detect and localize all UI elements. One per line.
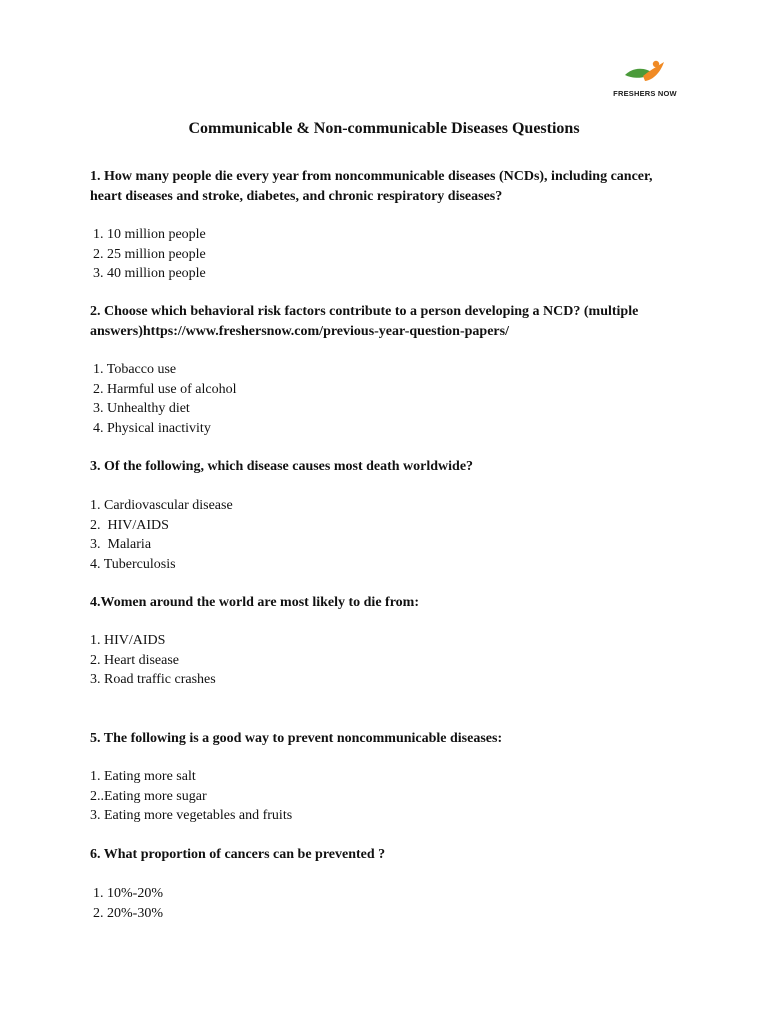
- option-item: 2. 20%-30%: [93, 905, 163, 921]
- question-6: 6. What proportion of cancers can be prevented ?: [90, 847, 386, 862]
- option-item: 3. Eating more vegetables and fruits: [90, 808, 293, 823]
- option-item: 1. Eating more salt: [90, 769, 196, 784]
- question-1-options: [90, 225, 206, 284]
- question-6-options: [90, 884, 163, 923]
- question-2-options: [90, 360, 236, 438]
- question-5-options: [90, 767, 292, 826]
- option-item: 2. HIV/AIDS: [90, 517, 169, 533]
- option-item: 4. Tuberculosis: [90, 556, 176, 572]
- question-1: 1. How many people die every year from noncommunicable diseases (NCDs), including cancer, heart diseases and stroke, diabetes, and chronic respiratory diseases?: [90, 169, 653, 204]
- option-item: 2..Eating more sugar: [90, 788, 207, 804]
- page-title: Communicable & Non-communicable Diseases Questions: [188, 120, 580, 137]
- question-5: 5. The following is a good way to prevent noncommunicable diseases:: [90, 731, 503, 746]
- option-item: 1. 10%-20%: [93, 886, 163, 901]
- question-3-options: [90, 496, 233, 574]
- option-item: 1. HIV/AIDS: [90, 633, 166, 648]
- question-3: 3. Of the following, which disease causes most death worldwide?: [90, 459, 474, 474]
- option-item: 1. Cardiovascular disease: [90, 498, 233, 513]
- option-item: 2. Harmful use of alcohol: [93, 381, 237, 397]
- option-item: 1. 10 million people: [93, 227, 206, 242]
- option-item: 2. Heart disease: [90, 652, 180, 668]
- freshers-now-logo: [612, 58, 678, 104]
- question-4-options: [90, 631, 216, 690]
- question-2: 2. Choose which behavioral risk factors contribute to a person developing a NCD? (multiple answers)https://www.freshersnow.com/previous-year-question-papers/: [90, 304, 639, 339]
- option-item: 2. 25 million people: [93, 246, 206, 262]
- option-item: 4. Physical inactivity: [93, 420, 211, 436]
- option-item: 1. Tobacco use: [93, 362, 177, 377]
- logo-text: FRESHERS NOW: [613, 89, 677, 98]
- option-item: 3. 40 million people: [93, 266, 206, 281]
- logo-mark-icon: [623, 58, 667, 88]
- option-item: 3. Malaria: [90, 537, 152, 552]
- option-item: 3. Unhealthy diet: [93, 401, 190, 416]
- question-4: 4.Women around the world are most likely to die from:: [90, 595, 419, 610]
- option-item: 3. Road traffic crashes: [90, 672, 216, 687]
